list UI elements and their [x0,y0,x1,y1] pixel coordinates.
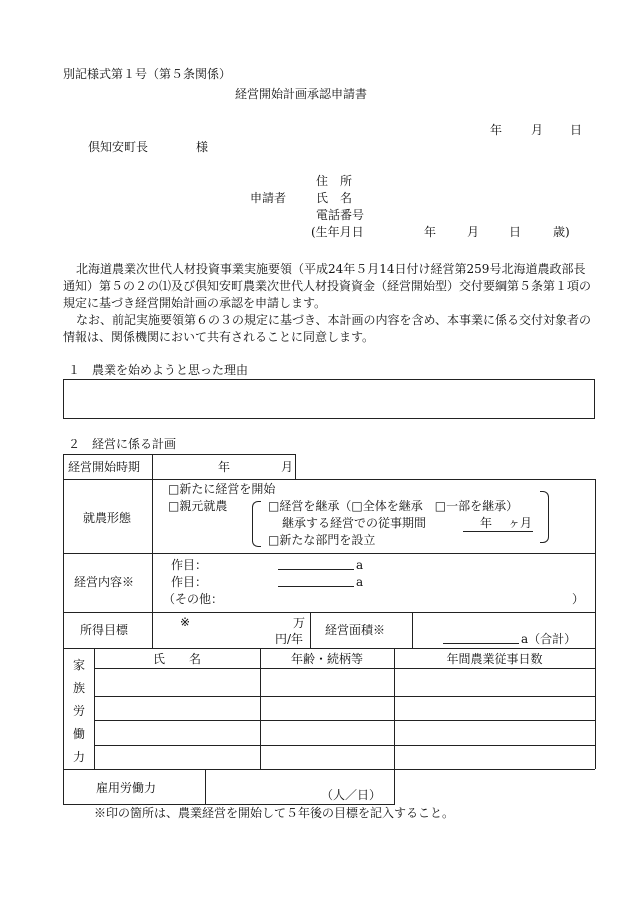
checkbox-inherit[interactable]: □ [268,499,280,513]
option-inherit-label: 経営を継承（ [279,499,352,513]
start-period-label: 経営開始時期 [68,460,141,474]
crop2-area-field[interactable] [278,575,354,587]
checkbox-new-department[interactable]: □ [268,533,280,547]
family-row-3-name[interactable] [95,721,259,744]
period-month-unit: ヶ月 [508,516,533,530]
crop2-area-unit: a [356,575,364,589]
age-suffix: 歳) [553,225,570,239]
crop1-area-unit: a [356,558,364,572]
area-total-field[interactable] [443,632,519,644]
form-number: 別記様式第１号（第５条関係） [63,67,232,81]
applicant-name-label: 氏 名 [316,191,353,205]
family-row-3-age[interactable] [261,721,393,744]
addressee-suffix: 様 [196,140,209,154]
inherit-period-label: 継承する経営での従事期間 [282,516,427,530]
income-target-label: 所得目標 [80,623,129,637]
applicant-birth-label: (生年月日 [311,225,364,239]
family-row-2-name[interactable] [95,697,259,719]
checkbox-inherit-part[interactable]: □ [434,499,447,513]
option-new-department-label: 新たな部門を設立 [279,533,376,547]
right-bracket [540,491,549,543]
applicant-role-label: 申請者 [250,191,287,205]
area-total-unit: a（合計） [521,632,577,646]
crop1-label: 作目： [171,558,208,572]
family-row-4-age[interactable] [261,746,393,768]
application-paragraph: 北海道農業次世代人材投資事業実施要領（平成24年５月14日付け経営第259号北海道農政部長通知）第５の２の⑴及び倶知安町農業次世代人材投資資金（経営開始型）交付要綱第５条第１項の規定に基づき経営開始計画の承認を申請します。 [63,262,592,310]
income-unit-bottom: 円/年 [275,632,304,646]
family-row-4-name[interactable] [95,746,259,768]
birth-day-label: 日 [509,225,522,239]
period-year-unit: 年 [480,516,493,530]
option-inherit[interactable] [268,500,518,512]
inherit-period-field[interactable] [463,517,533,532]
crop2-label: 作目： [171,575,208,589]
option-inherit-part-label: 一部を継承） [446,499,519,513]
employed-labor-unit: （人／日） [321,788,382,802]
area-label: 経営面積※ [325,623,386,637]
option-new-start[interactable] [168,483,275,495]
col-age-header: 年齢・続柄等 [290,652,363,666]
option-parent-farm-label: 親元就農 [179,499,228,513]
section1-heading: １ 農業を始めようと思った理由 [68,363,249,377]
applicant-address-label: 住 所 [316,174,353,188]
consent-paragraph: なお、前記実施要領第６の３の規定に基づき、本計画の内容を含め、本事業に係る交付対象者の情報は、関係機関において共有されることに同意します。 [63,313,592,344]
birth-year-label: 年 [424,225,437,239]
date-day-label: 日 [570,123,583,137]
crop1-area-field[interactable] [278,558,354,570]
family-row-2-days[interactable] [395,697,594,719]
birth-month-label: 月 [467,225,480,239]
start-year-unit: 年 [218,460,231,474]
reason-field[interactable] [63,379,595,419]
option-new-start-label: 新たに経営を開始 [179,482,276,496]
family-row-1-age[interactable] [261,669,393,695]
addressee: 倶知安町長 [88,140,149,154]
checkbox-parent-farm[interactable]: □ [168,499,180,513]
family-row-3-days[interactable] [395,721,594,744]
other-close: ） [572,592,585,606]
family-row-4-days[interactable] [395,746,594,768]
other-label: （その他： [163,592,224,606]
farming-form-label: 就農形態 [83,511,132,525]
section2-heading: ２ 経営に係る計画 [68,437,177,451]
family-row-1-name[interactable] [95,669,259,695]
start-month-unit: 月 [281,460,294,474]
date-year-label: 年 [490,123,503,137]
date-month-label: 月 [531,123,544,137]
checkbox-inherit-all[interactable]: □ [351,499,363,513]
option-parent-farm[interactable] [168,500,227,512]
income-unit-top: 万 [293,616,306,630]
business-content-label: 経営内容※ [74,575,135,589]
option-inherit-all-label: 全体を継承 [362,499,423,513]
employed-labor-label: 雇用労働力 [96,781,157,795]
applicant-phone-label: 電話番号 [316,208,365,222]
income-target-mark: ※ [180,615,191,629]
option-new-department[interactable] [268,534,375,546]
checkbox-new-start[interactable]: □ [168,482,180,496]
family-row-2-age[interactable] [261,697,393,719]
footnote: ※印の箇所は、農業経営を開始して５年後の目標を記入すること。 [94,806,455,820]
left-bracket [252,501,261,547]
family-row-1-days[interactable] [395,669,594,695]
form-title: 経営開始計画承認申請書 [235,87,368,101]
col-days-header: 年間農業従事日数 [446,652,543,666]
family-labor-label: 家 族 労 働 力 [72,658,85,764]
col-name-header: 氏 名 [152,652,201,666]
